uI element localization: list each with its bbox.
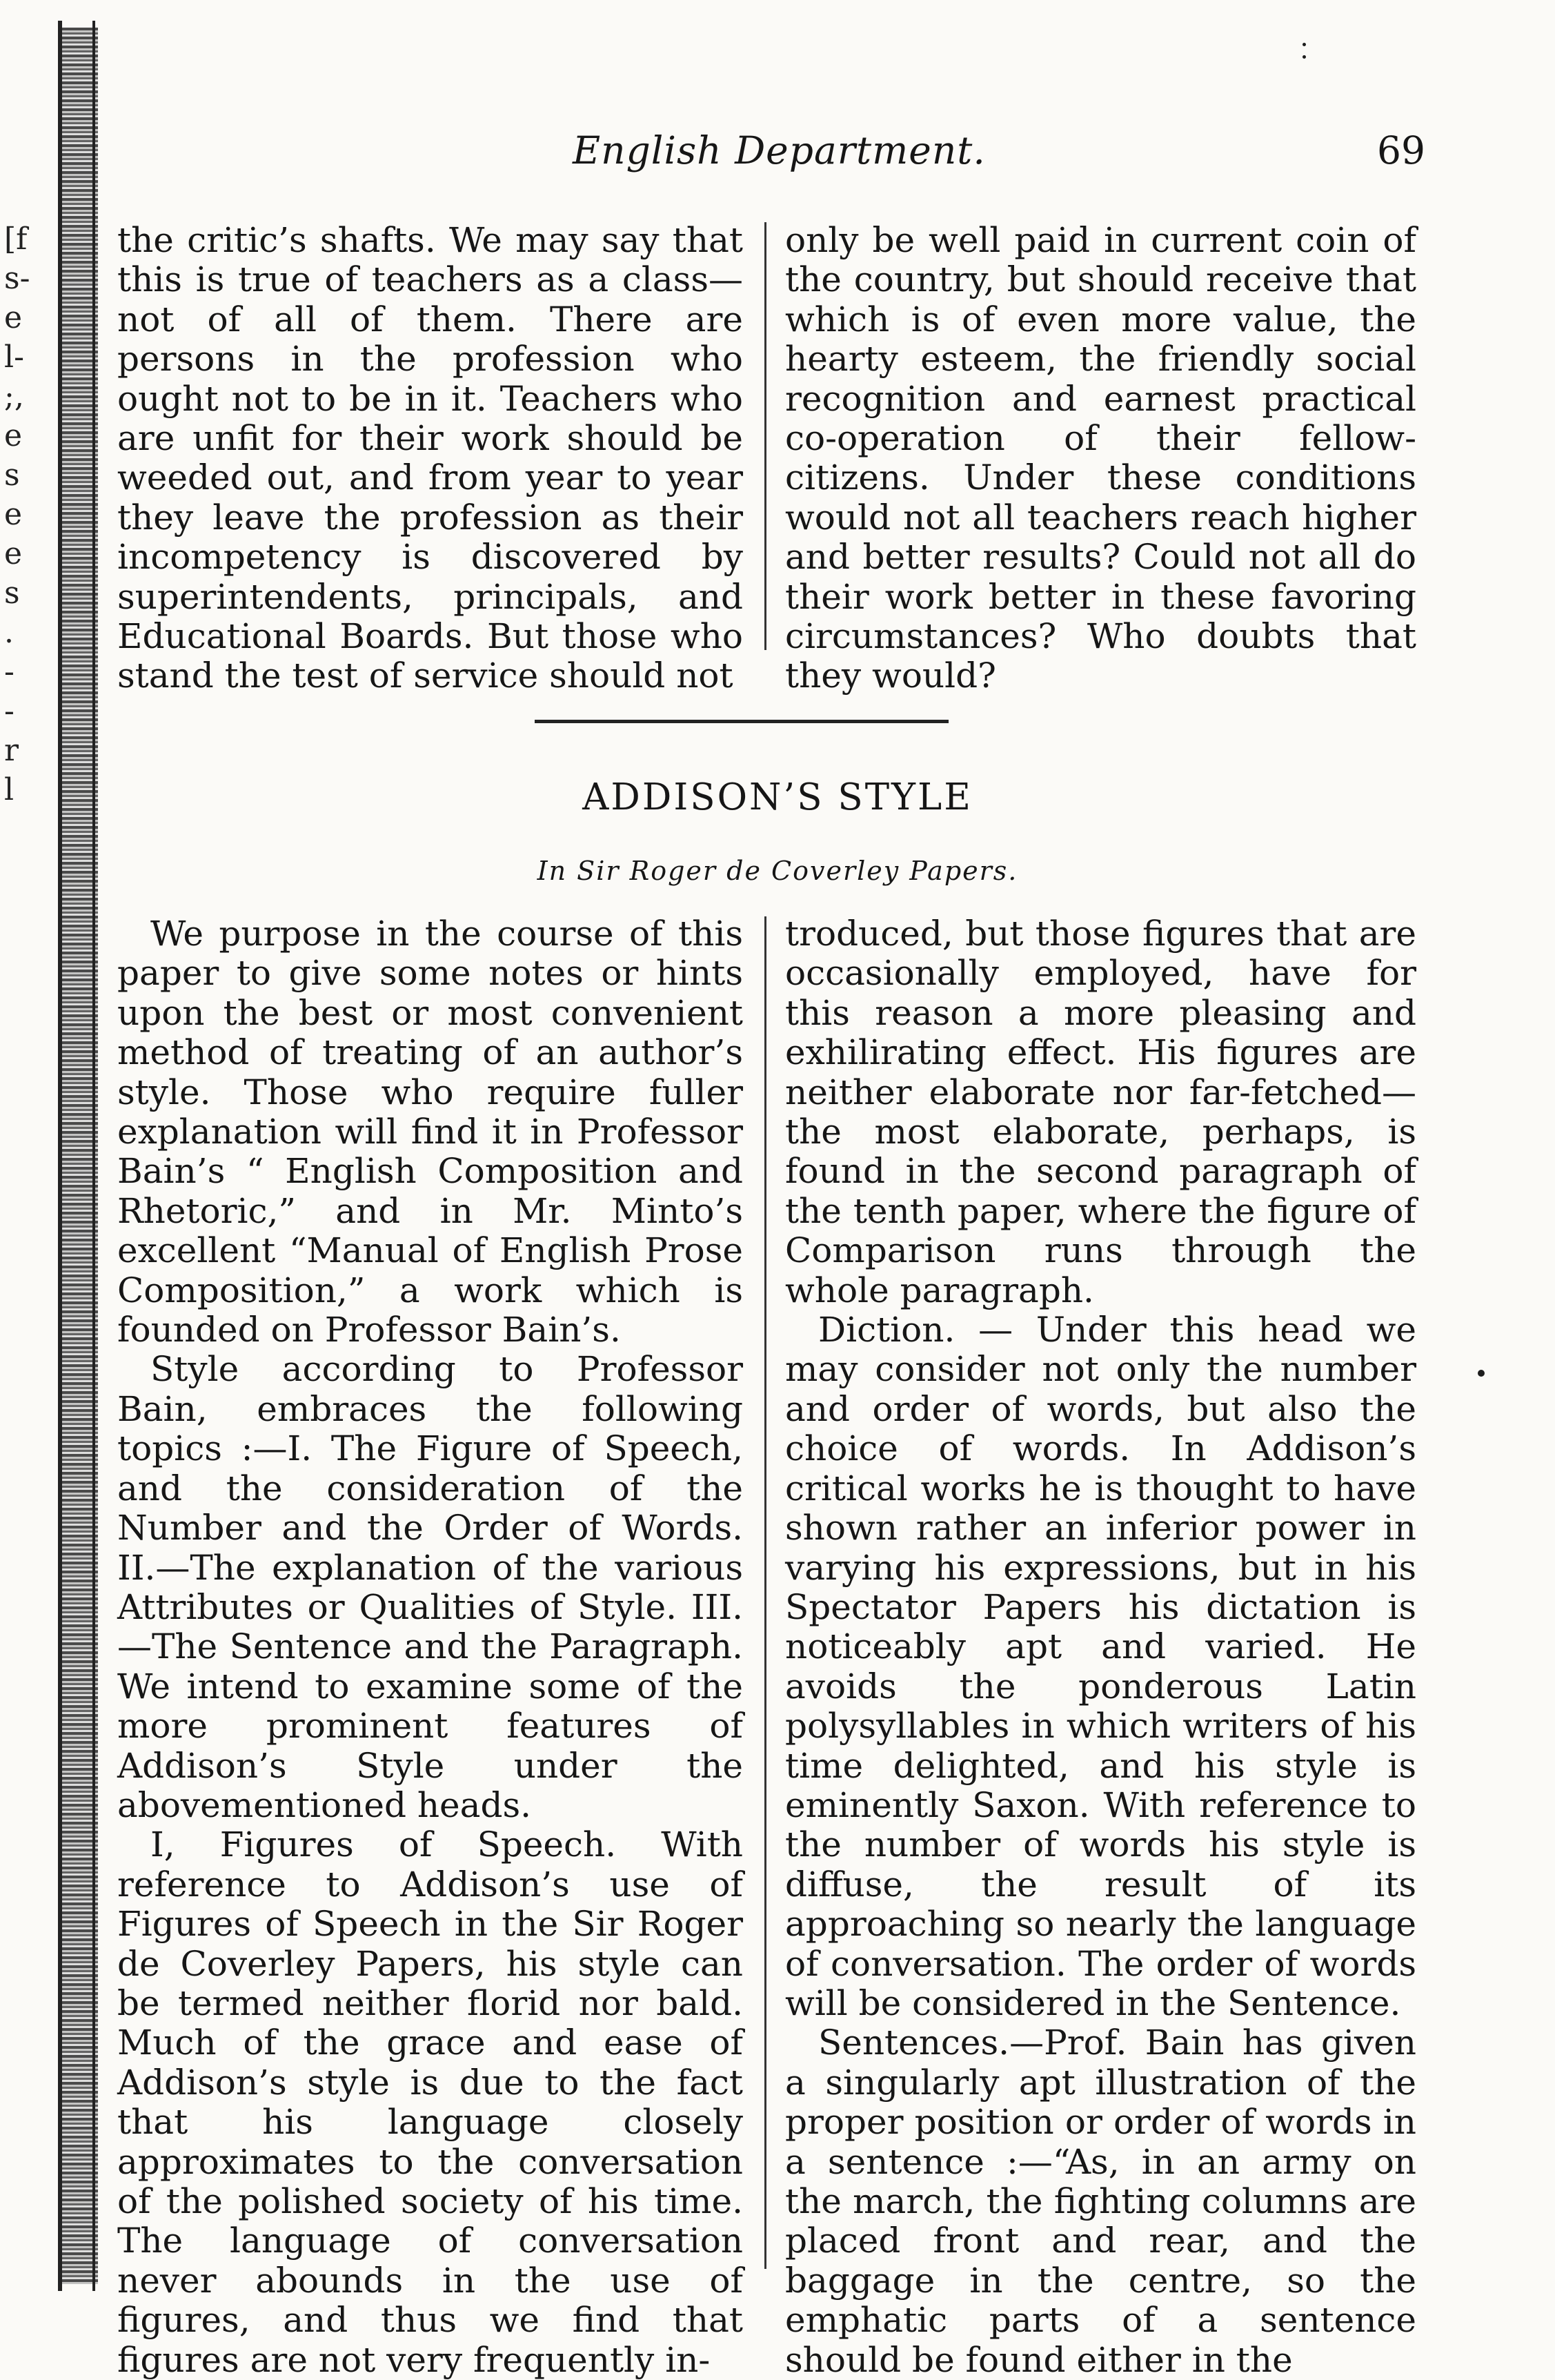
margin-fragment: s-: [4, 261, 30, 296]
binding-line: [92, 21, 95, 2291]
margin-fragment: -: [4, 654, 14, 689]
ink-speck: [1478, 1370, 1485, 1377]
paragraph: Diction. — Under this head we may consider not only the number and order of words, but also the choice of words. In Addison’s critical works he is thought to have shown rather an inferior power in varying his expressions, but in his Spectator Papers his dictation is noticeably apt and varied. He avoids the ponderous Latin polysyllables in which writers of his time delighted, and his style is eminently Saxon. With reference to the number of words his style is diffuse, the result of its approaching so nearly the language of conversation. The order of words will be considered in the Sentence.: [785, 1310, 1416, 2023]
margin-fragment: -: [4, 694, 14, 729]
margin-fragment: e: [4, 300, 23, 335]
paragraph: I, Figures of Speech. With reference to Addison’s use of Figures of Speech in the Sir Roger de Coverley Papers, his style can be termed neither florid nor bald. Much of the grace and ease of Addison’s style is due to the fact that his language closely approximates to the conversation of the polished society of his time. The language of conversation never abounds in the use of figures, and thus we find that figures are not very frequently in-: [117, 1825, 743, 2380]
column-rule: [764, 916, 766, 2269]
margin-fragment: e: [4, 536, 23, 571]
paragraph: only be well paid in current coin of the country, but should receive that which is of even more value, the hearty esteem, the friendly social recognition and earnest practical co-operation of their fellow-citizens. Under these conditions would not all teachers reach higher and better results? Could not all do their work better in these favoring circumstances? Who doubts that they would?: [785, 220, 1416, 696]
binding-line: [58, 21, 62, 2291]
top-left-column: [117, 221, 743, 696]
margin-fragment: e: [4, 497, 23, 532]
margin-fragment: [f: [4, 222, 28, 257]
top-right-column: [785, 221, 1416, 696]
article-subtitle: In Sir Roger de Coverley Papers.: [537, 856, 1018, 886]
margin-fragment: r: [4, 733, 19, 768]
margin-fragment: l-: [4, 340, 24, 375]
column-rule: [764, 222, 766, 650]
margin-fragment: ;,: [4, 379, 24, 414]
article-left-column: [117, 914, 743, 2380]
margin-fragment: e: [4, 418, 23, 453]
page-header: [0, 128, 1555, 177]
section-divider: [535, 720, 949, 723]
adjacent-page-fragments: [4, 219, 32, 809]
paragraph: Sentences.—Prof. Bain has given a singularly apt illustration of the proper position or order of words in a sentence :—“As, in an army on the march, the fighting columns are placed front and rear, and the baggage in the centre, so the emphatic parts of a sentence should be found either in the: [785, 2023, 1416, 2380]
running-title: English Department.: [573, 128, 986, 173]
ink-speck: [1303, 55, 1306, 59]
paragraph: We purpose in the course of this paper to give some notes or hints upon the best or most convenient method of treating of an author’s style. Those who require fuller explanation will find it in Professor Bain’s “ English Composition and Rhetoric,” and in Mr. Minto’s excellent “Manual of English Prose Composition,” a work which is founded on Professor Bain’s.: [117, 914, 743, 1350]
article-title: ADDISON’S STYLE: [582, 776, 973, 818]
margin-fragment: .: [4, 615, 14, 650]
page-number: 69: [1377, 128, 1425, 173]
paragraph: the critic’s shafts. We may say that this is true of teachers as a class—not of all of them. There are persons in the profession who ought not to be in it. Teachers who are unfit for their work should be weeded out, and from year to year they leave the profession as their incompetency is discovered by superintendents, principals, and Educational Boards. But those who stand the test of service should not: [117, 220, 743, 696]
paragraph: Style according to Professor Bain, embraces the following topics :—I. The Figure of Speech, and the consideration of the Number and the Order of Words. II.—The explanation of the various Attributes or Qualities of Style. III.—The Sentence and the Paragraph. We intend to examine some of the more prominent features of Addison’s Style under the abovementioned heads.: [117, 1349, 743, 1825]
margin-fragment: l: [4, 772, 14, 807]
ink-speck: [1303, 43, 1306, 46]
margin-fragment: s: [4, 458, 20, 493]
paragraph: troduced, but those figures that are occasionally employed, have for this reason a more pleasing and exhilirating effect. His figures are neither elaborate nor far-fetched—the most elaborate, perhaps, is found in the second paragraph of the tenth paper, where the figure of Comparison runs through the whole paragraph.: [785, 914, 1416, 1310]
article-right-column: [785, 914, 1416, 2380]
margin-fragment: s: [4, 576, 20, 611]
